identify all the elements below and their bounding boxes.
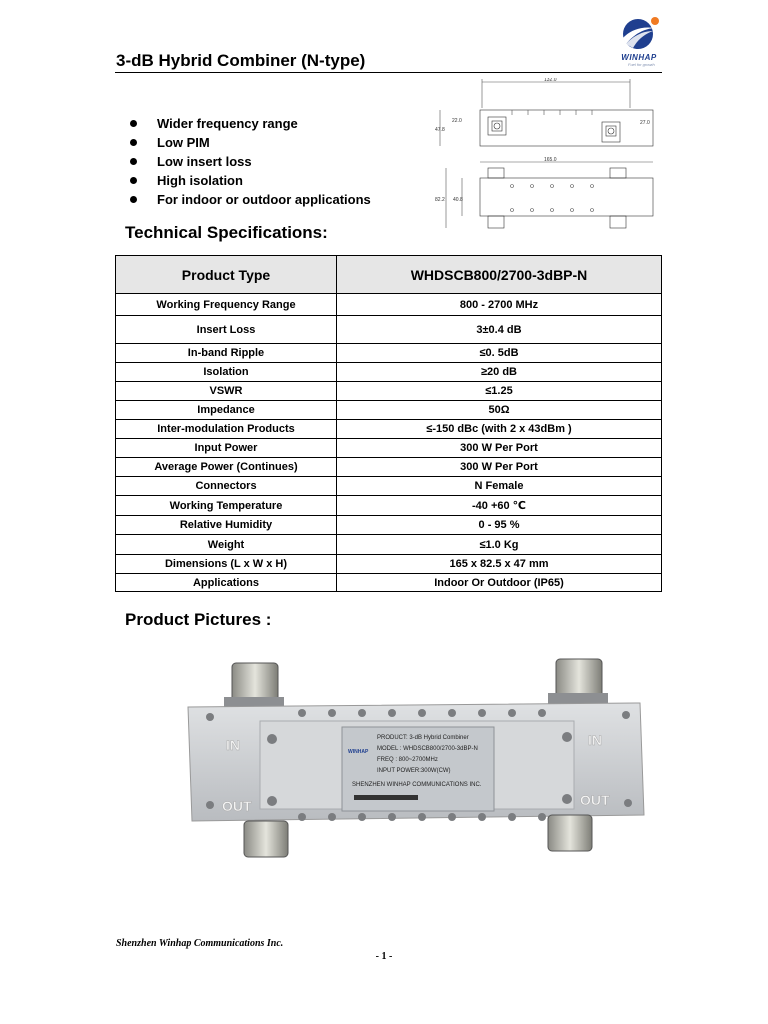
feature-list: [130, 116, 371, 211]
spec-value: ≥20 dB: [337, 363, 662, 382]
bullet-icon: [130, 158, 137, 165]
label-line: INPUT POWER:300W(CW): [377, 768, 451, 774]
table-header-row: [116, 256, 662, 294]
port-in-right: IN: [588, 732, 602, 748]
header-value: WHDSCB800/2700-3dBP-N: [337, 256, 662, 294]
table-row: [116, 477, 662, 496]
table-row: [116, 420, 662, 439]
list-item: [130, 135, 371, 154]
spec-value: 165 x 82.5 x 47 mm: [337, 555, 662, 574]
list-item: [130, 116, 371, 135]
spec-label: Applications: [116, 574, 337, 592]
spec-value: 300 W Per Port: [337, 458, 662, 477]
label-brand: WINHAP: [348, 749, 369, 755]
specs-table: [115, 255, 662, 592]
dim-overall-width: 165.0: [544, 157, 557, 163]
spec-label: Impedance: [116, 401, 337, 420]
spec-label: Average Power (Continues): [116, 458, 337, 477]
table-row: [116, 294, 662, 316]
bullet-icon: [130, 120, 137, 127]
dim-height: 47.8: [435, 127, 445, 133]
spec-value: ≤-150 dBc (with 2 x 43dBm ): [337, 420, 662, 439]
spec-label: Inter-modulation Products: [116, 420, 337, 439]
product-photo: [182, 655, 652, 865]
feature-text: Low PIM: [157, 135, 210, 150]
spec-value: 3±0.4 dB: [337, 316, 662, 344]
list-item: [130, 192, 371, 211]
table-row: [116, 535, 662, 555]
spec-label: VSWR: [116, 382, 337, 401]
spec-label: Insert Loss: [116, 316, 337, 344]
feature-text: Wider frequency range: [157, 116, 298, 131]
port-out-right: OUT: [580, 792, 610, 808]
label-line: SHENZHEN WINHAP COMMUNICATIONS INC.: [352, 782, 482, 788]
table-row: [116, 574, 662, 592]
table-row: [116, 555, 662, 574]
dim-right-mark: 27.0: [640, 120, 650, 126]
brand-tagline: Fuel for growth: [628, 62, 655, 67]
table-row: [116, 344, 662, 363]
table-row: [116, 382, 662, 401]
table-row: [116, 401, 662, 420]
bullet-icon: [130, 196, 137, 203]
brand-name: WINHAP: [621, 53, 657, 62]
spec-value: 800 - 2700 MHz: [337, 294, 662, 316]
title-divider: [115, 72, 662, 73]
label-line: MODEL : WHDSCB800/2700-3dBP-N: [377, 746, 478, 752]
spec-value: ≤1.25: [337, 382, 662, 401]
table-row: [116, 363, 662, 382]
spec-value: ≤0. 5dB: [337, 344, 662, 363]
spec-label: Input Power: [116, 439, 337, 458]
spec-value: 300 W Per Port: [337, 439, 662, 458]
dim-left-mark: 22.0: [452, 118, 462, 124]
spec-label: Working Temperature: [116, 496, 337, 516]
barcode: [354, 795, 418, 800]
spec-value: 50Ω: [337, 401, 662, 420]
spec-label: Isolation: [116, 363, 337, 382]
spec-value: Indoor Or Outdoor (IP65): [337, 574, 662, 592]
bullet-icon: [130, 139, 137, 146]
spec-label: Connectors: [116, 477, 337, 496]
page-number: - 1 -: [375, 951, 393, 962]
table-row: [116, 439, 662, 458]
specs-heading: Technical Specifications:: [125, 223, 328, 242]
list-item: [130, 173, 371, 192]
dimension-drawing: [432, 78, 657, 238]
table-row: [116, 458, 662, 477]
spec-label: In-band Ripple: [116, 344, 337, 363]
dim-side-inner: 40.8: [453, 197, 463, 203]
feature-text: Low insert loss: [157, 154, 252, 169]
dim-side-height: 82.2: [435, 197, 445, 203]
spec-label: Weight: [116, 535, 337, 555]
table-row: [116, 316, 662, 344]
feature-text: For indoor or outdoor applications: [157, 192, 371, 207]
spec-value: -40 +60 ℃: [337, 496, 662, 516]
label-line: FREQ : 800~2700MHz: [377, 757, 438, 763]
table-row: [116, 516, 662, 535]
page-title: 3-dB Hybrid Combiner (N-type): [116, 51, 366, 70]
spec-label: Relative Humidity: [116, 516, 337, 535]
label-line: PRODUCT: 3-dB Hybrid Combiner: [377, 735, 469, 741]
table-row: [116, 496, 662, 516]
spec-label: Dimensions (L x W x H): [116, 555, 337, 574]
bullet-icon: [130, 177, 137, 184]
header-label: Product Type: [116, 256, 337, 294]
spec-value: N Female: [337, 477, 662, 496]
feature-text: High isolation: [157, 173, 243, 188]
spec-label: Working Frequency Range: [116, 294, 337, 316]
pictures-heading: Product Pictures :: [125, 610, 272, 629]
port-out-left: OUT: [222, 798, 252, 814]
spec-value: 0 - 95 %: [337, 516, 662, 535]
list-item: [130, 154, 371, 173]
footer-company: Shenzhen Winhap Communications Inc.: [116, 938, 284, 949]
port-in-left: IN: [226, 737, 240, 753]
dim-top-width: 132.0: [544, 78, 557, 83]
spec-value: ≤1.0 Kg: [337, 535, 662, 555]
